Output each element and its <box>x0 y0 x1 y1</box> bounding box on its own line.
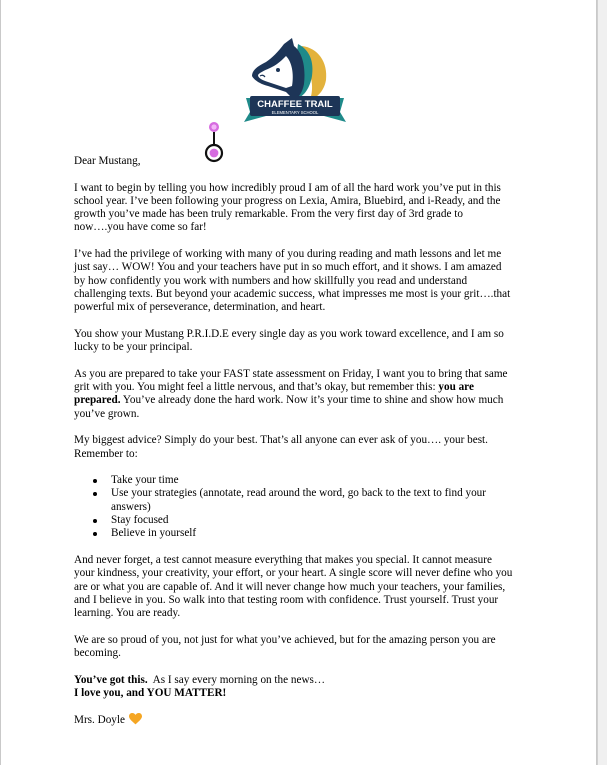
paragraph-3: You show your Mustang P.R.I.D.E every single day as you work toward excellence, and I am so lucky to be your principal. <box>74 327 504 354</box>
paragraph-4-start: As you are prepared to take your FAST state assessment on Friday, I want you to bring that same grit with you. You might feel a little nervous, and that’s okay, but remember this: <box>74 367 508 394</box>
paragraph-4-end: You’ve already done the hard work. Now it’s your time to shine and show how much you’ve grown. <box>74 394 504 420</box>
logo-school-name: CHAFFEE TRAIL <box>257 99 333 110</box>
closing-line-2-text: I love you, and YOU MATTER! <box>74 686 227 699</box>
signature-line <box>74 713 514 727</box>
closing-rest: As I say every morning on the news… <box>147 673 326 686</box>
list-item: Take your time <box>111 474 514 487</box>
closing-bold: You’ve got this. <box>74 673 148 686</box>
signature: Mrs. Doyle <box>74 714 125 727</box>
closing-line-2 <box>74 687 514 700</box>
greeting: Dear Mustang, <box>74 155 141 167</box>
list-item: Stay focused <box>111 514 514 527</box>
chaffee-trail-logo <box>240 36 350 128</box>
list-item: Believe in yourself <box>111 527 514 540</box>
mustang-eye <box>276 68 280 72</box>
letter-body[interactable] <box>74 155 514 741</box>
advice-list <box>74 474 514 540</box>
closing <box>74 674 514 687</box>
paragraph-1: I want to begin by telling you how incredibly proud I am of all the hard work you’ve put in this school year. I’ve been following your progress on Lexia, Amira, Bluebird, and i-Ready, and the growth you’ve made has been truly remarkable. From the very first day of 3rd grade to now….you have come so far! <box>74 181 501 234</box>
logo-school-subtitle: ELEMENTARY SCHOOL <box>271 110 319 115</box>
paragraph-4-bold: you are prepared. <box>74 381 474 407</box>
paragraph-5: My biggest advice? Simply do your best. That’s all anyone can ever ask of you…. your best. Remember to: <box>74 434 488 460</box>
scrollbar-gutter[interactable] <box>597 0 607 765</box>
paragraph-4 <box>74 368 514 421</box>
paragraph-7: We are so proud of you, not just for what you’ve achieved, but for the amazing person you are becoming. <box>74 633 496 659</box>
paragraph-6: And never forget, a test cannot measure everything that makes you special. It cannot measure your kindness, your creativity, your effort, or your heart. A single score will never define who you are or what you are capable of. And it will never change how much your teachers, your families, and I believe in you. So walk into that testing room with confidence. Trust yourself. Trust your learning. You are ready. <box>74 553 513 620</box>
paragraph-2: I’ve had the privilege of working with many of you during reading and math lessons and let me just say… WOW! You and your teachers have put in so much effort, and it shows. I am amazed by how confidently you work with numbers and how skillfully you read and understand challenging texts. But beyond your academic success, what impresses me most is your grit….that powerful mix of perseverance, determination, and heart. <box>74 248 511 314</box>
orange-heart-icon <box>129 713 142 725</box>
list-item: Use your strategies (annotate, read around the word, go back to the text to find your answers) <box>111 487 514 514</box>
